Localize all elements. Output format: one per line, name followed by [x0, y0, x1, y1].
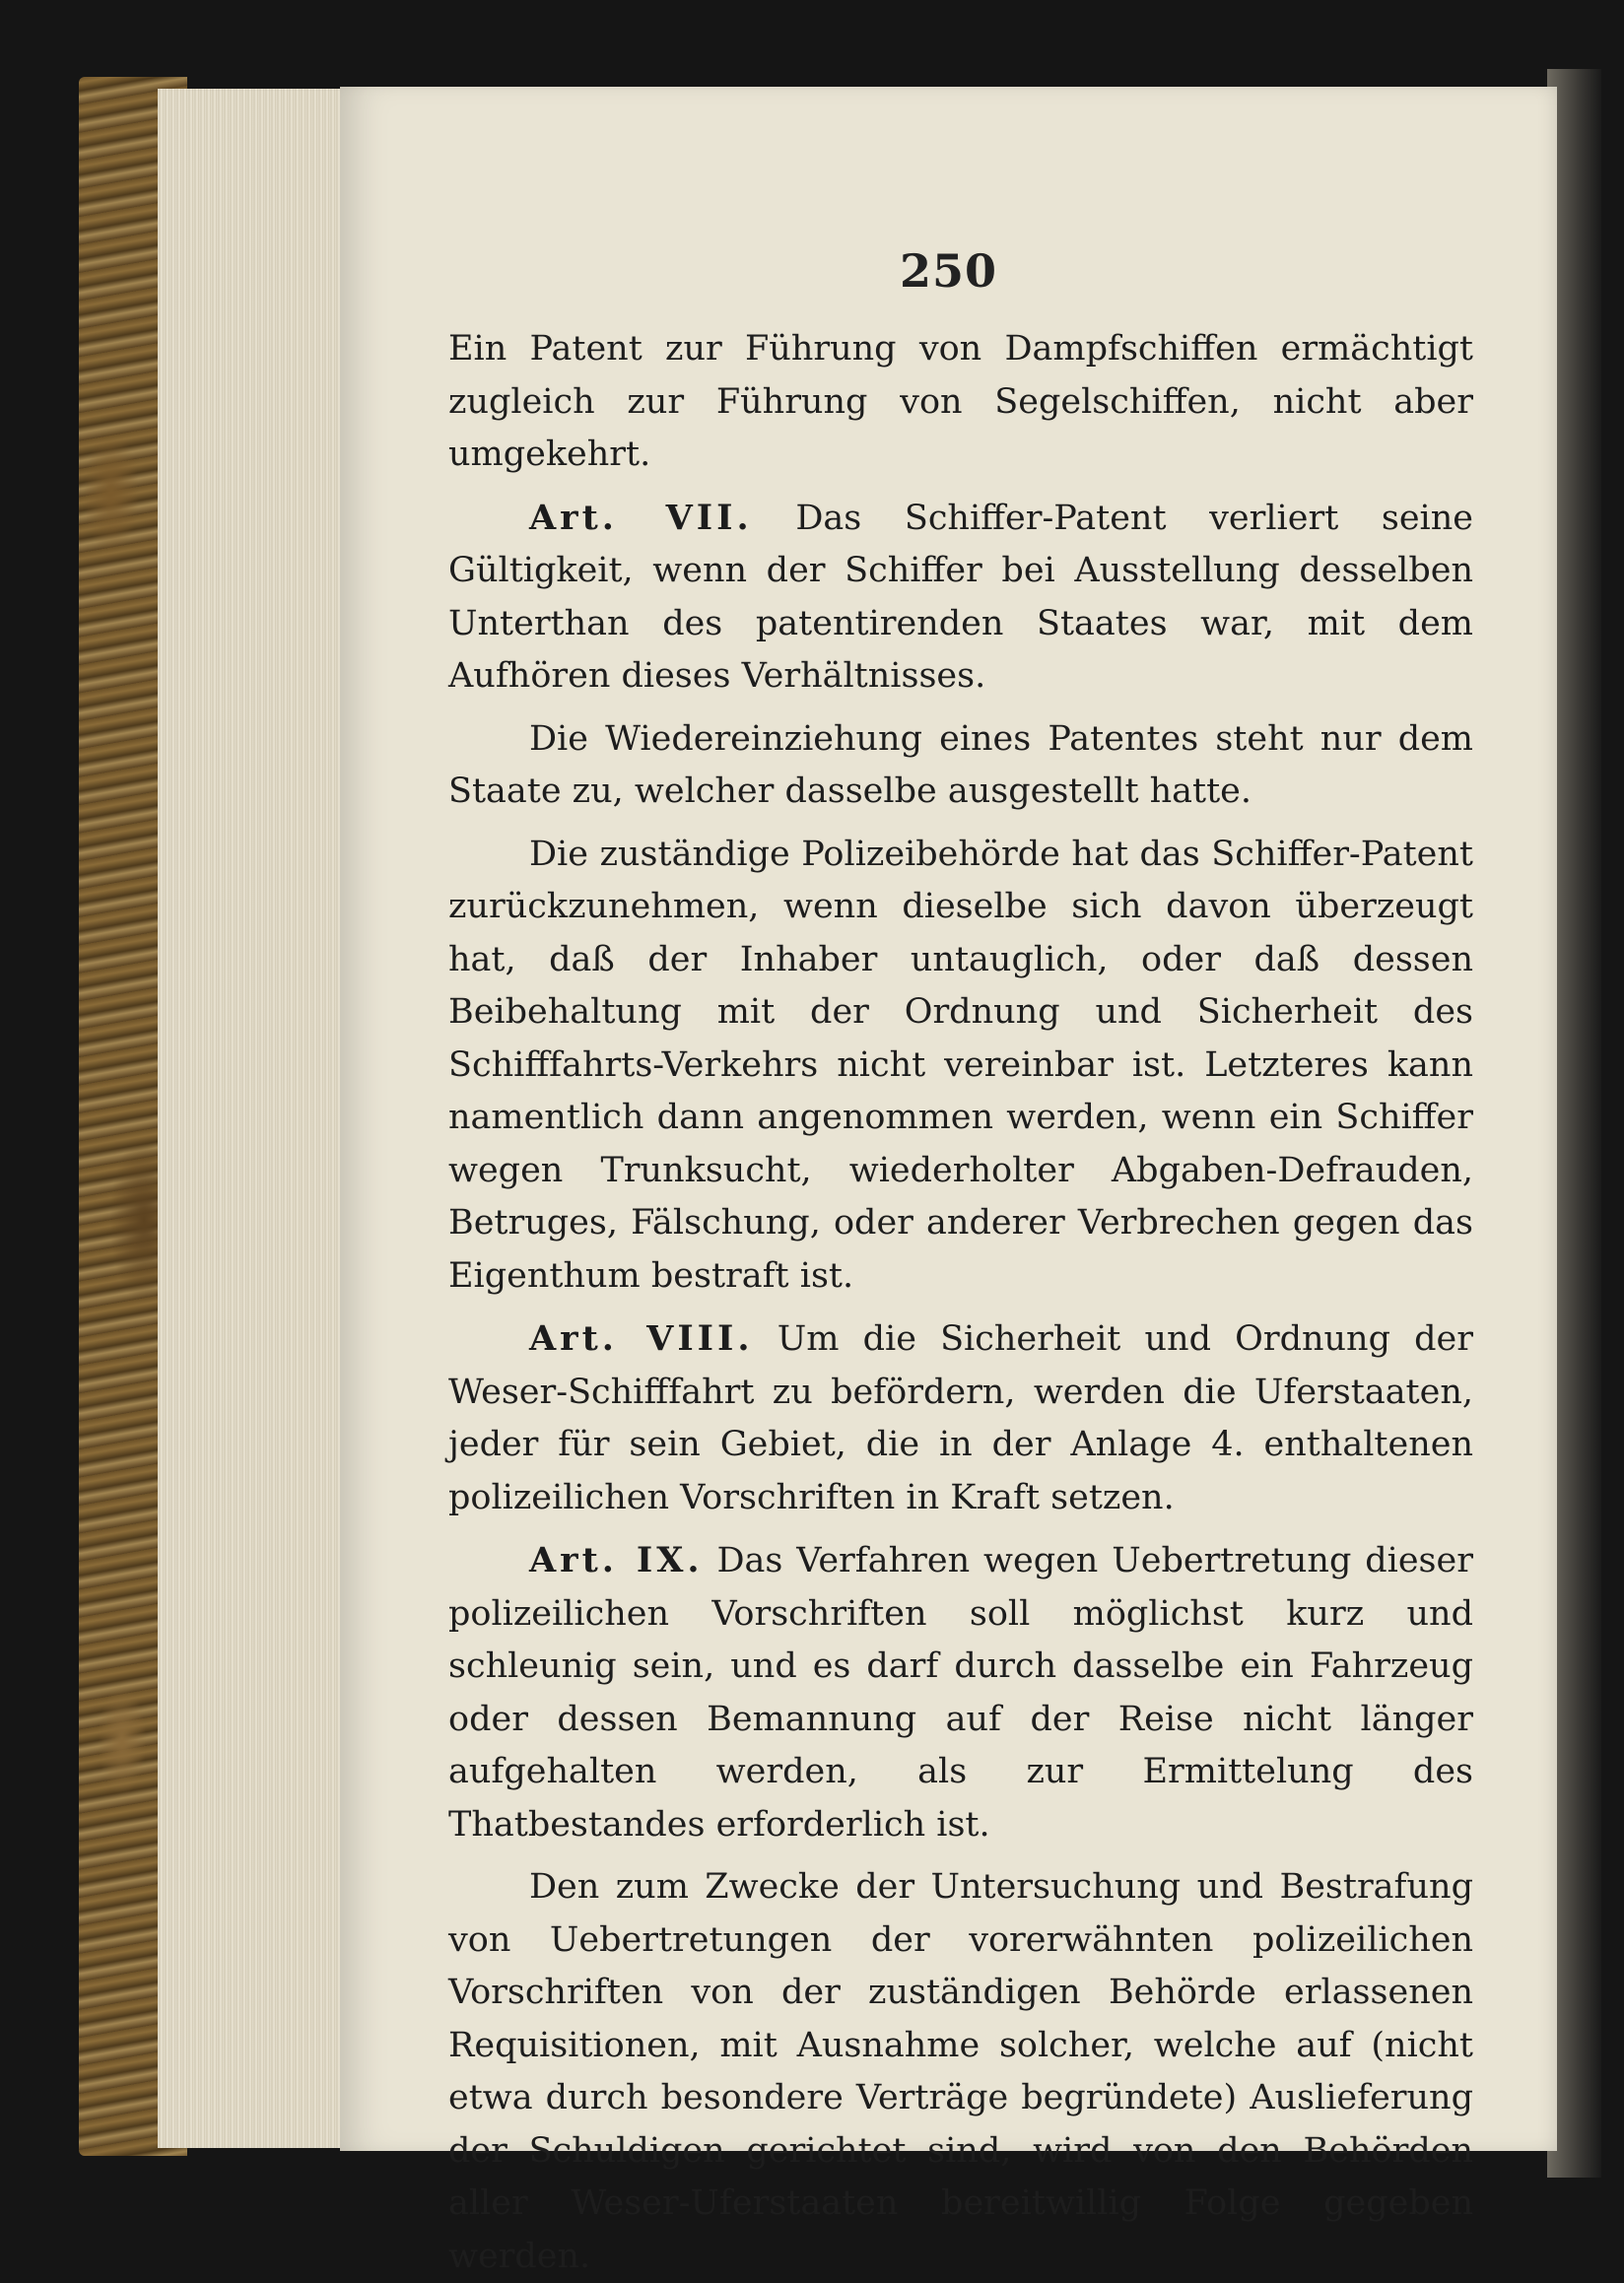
paragraph-art-viii	[448, 1312, 1473, 1524]
page-number: 250	[899, 244, 998, 298]
article-heading: Art. IX.	[529, 1540, 704, 1580]
article-heading: Art. VIII.	[529, 1318, 754, 1359]
paragraph-text: Das Verfahren wegen Uebertretung dieser polizeilichen Vorschriften soll möglichst kurz und schleunig sein, und es darf durch dasselbe ein Fahrzeug oder dessen Bemannung auf der Reise nicht länger aufgehalten werden, als zur Ermittelung des Thatbestandes erforderlich ist.	[448, 1541, 1473, 1845]
paragraph-police-authority	[448, 829, 1473, 1304]
paragraph-art-ix	[448, 1534, 1473, 1851]
paragraph-text: Ein Patent zur Führung von Dampfschiffen ermächtigt zugleich zur Führung von Segelschiffen, nicht aber umgekehrt.	[448, 329, 1473, 474]
paragraph-text: Das Schiffer-Patent verliert seine Gültigkeit, wenn der Schiffer bei Ausstellung desselben Unterthan des patentirenden Staates war, mit dem Aufhören dieses Verhältnisses.	[448, 498, 1473, 696]
page-body	[448, 323, 1473, 2283]
book-page	[340, 87, 1557, 2276]
page-edge-stack	[158, 89, 355, 2148]
paragraph-text: Die zuständige Polizeibehörde hat das Schiffer-Patent zurückzunehmen, wenn dieselbe sich davon überzeugt hat, daß der Inhaber untauglich, oder daß dessen Beibehaltung mit der Ordnung und Sicherheit des Schifffahrts-Verkehrs nicht vereinbar ist. Letzteres kann namentlich dann angenommen werden, wenn ein Schiffer wegen Trunksucht, wiederholter Abgaben-Defrauden, Betruges, Fälschung, oder anderer Verbrechen gegen das Eigenthum bestraft ist.	[448, 834, 1473, 1296]
paragraph-art-vii	[448, 492, 1473, 704]
paragraph-text: Den zum Zwecke der Untersuchung und Bestrafung von Uebertretungen der vorerwähnten polizeilichen Vorschriften von der zuständigen Behörde erlassenen Requisitionen, mit Ausnahme solcher, welche auf (nicht etwa durch besondere Verträge begründete) Auslieferung der Schuldigen gerichtet sind, wird von den Behörden aller Weser-Uferstaaten bereitwillig Folge gegeben werden.	[448, 1867, 1473, 2276]
paragraph-requisitions	[448, 1861, 1473, 2283]
paragraph-revocation	[448, 713, 1473, 819]
paragraph-text: Um die Sicherheit und Ordnung der Weser-Schifffahrt zu befördern, werden die Uferstaaten, jeder für sein Gebiet, die in der Anlage 4. enthaltenen polizeilichen Vorschriften in Kraft setzen.	[448, 1319, 1473, 1517]
paragraph-patent-scope	[448, 323, 1473, 482]
paragraph-text: Die Wiedereinziehung eines Patentes steht nur dem Staate zu, welcher dasselbe ausgestellt hatte.	[448, 718, 1473, 811]
article-heading: Art. VII.	[529, 497, 753, 538]
